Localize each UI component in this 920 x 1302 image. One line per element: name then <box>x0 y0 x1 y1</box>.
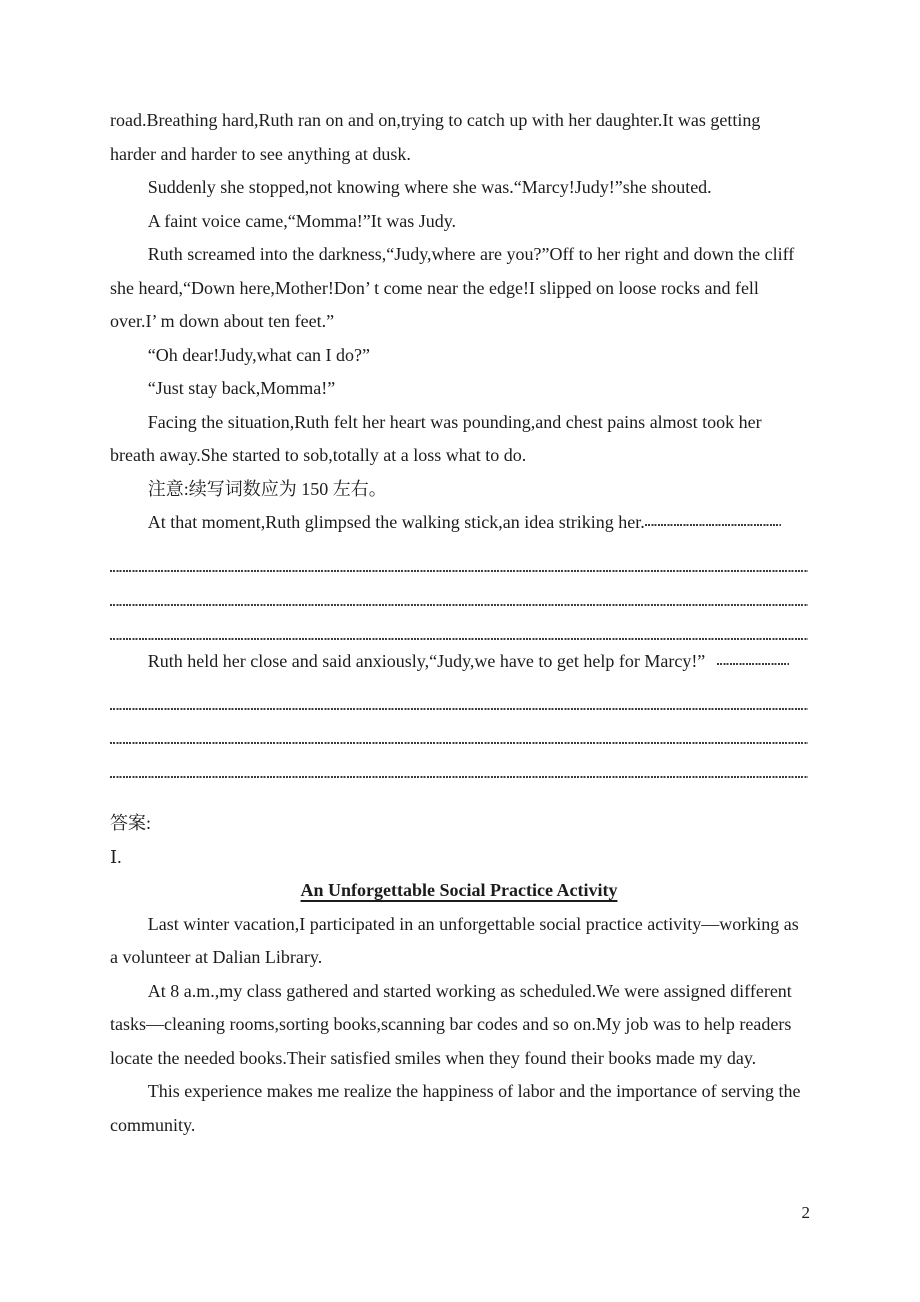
prompt-line-2 <box>110 645 808 679</box>
story-paragraph-suddenly: Suddenly she stopped,not knowing where she was.“Marcy!Judy!”she shouted. <box>147 177 712 197</box>
answers-label: 答案: <box>110 813 152 833</box>
story-paragraph-stay-back: “Just stay back,Momma!” <box>147 378 336 398</box>
writing-line <box>110 611 808 645</box>
story-paragraph-facing: Facing the situation,Ruth felt her heart was pounding,and chest pains almost took her breath away.She started to sob,totally at a loss what to do. <box>110 411 762 465</box>
prompt-line-1 <box>110 506 808 540</box>
answer-blank-inline-2 <box>717 663 789 665</box>
writing-lines-block-2 <box>110 681 808 783</box>
writing-line <box>110 715 808 749</box>
writing-line <box>110 681 808 715</box>
answers-section <box>110 807 808 1142</box>
story-paragraph-faint-voice: A faint voice came,“Momma!”It was Judy. <box>147 210 457 231</box>
essay-paragraph-2: At 8 a.m.,my class gathered and started working as scheduled.We were assigned different tasks—cleaning rooms,sorting books,scanning bar codes and so on.My job was to help readers locate the needed books.Their satisfied smiles when they found their books made my day. <box>110 980 792 1068</box>
story-paragraph-oh-dear: “Oh dear!Judy,what can I do?” <box>147 344 371 365</box>
answers-section-numeral: Ⅰ. <box>110 846 122 867</box>
writing-lines-block-1 <box>110 543 808 645</box>
writing-line <box>110 543 808 577</box>
prompt-1-text: At that moment,Ruth glimpsed the walking stick,an idea striking her. <box>147 512 645 532</box>
answer-blank-inline-1 <box>645 524 781 526</box>
writing-line <box>110 749 808 783</box>
writing-line <box>110 577 808 611</box>
story-paragraph-continuation: road.Breathing hard,Ruth ran on and on,trying to catch up with her daughter.It was getting harder and harder to see anything at dusk. <box>110 110 761 164</box>
page-number: 2 <box>801 1203 810 1222</box>
notice-line: 注意:续写词数应为 150 左右。 <box>147 478 387 499</box>
story-paragraph-screamed: Ruth screamed into the darkness,“Judy,where are you?”Off to her right and down the cliff she heard,“Down here,Mother!Don’ t come near the edge!I slipped on loose rocks and fell over.I’ m down about ten feet.” <box>110 244 795 331</box>
essay-title: An Unforgettable Social Practice Activity <box>300 880 618 900</box>
prompt-2-text: Ruth held her close and said anxiously,“Judy,we have to get help for Marcy!” <box>147 650 706 671</box>
essay-paragraph-3: This experience makes me realize the happiness of labor and the importance of serving the community. <box>110 1081 801 1135</box>
essay-paragraph-1: Last winter vacation,I participated in an unforgettable social practice activity—working as a volunteer at Dalian Library. <box>110 913 799 967</box>
